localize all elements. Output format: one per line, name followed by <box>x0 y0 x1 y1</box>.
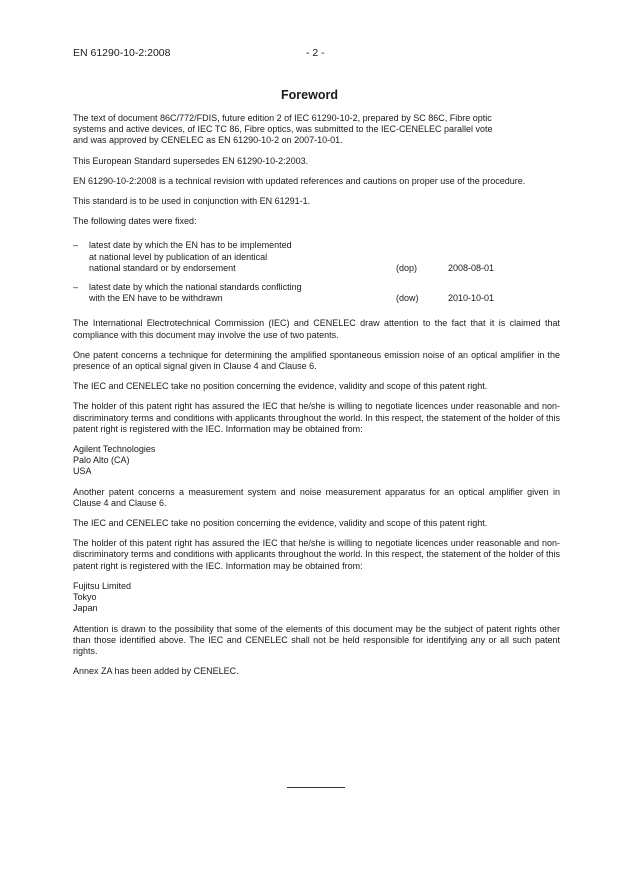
patent1-description: One patent concerns a technique for determining the amplified spontaneous emission noise of an optical amplifier in the presence of an optical signal given in Clause 4 and Clause 6. <box>73 349 560 372</box>
address-line: USA <box>73 466 92 477</box>
date-value: 2008-08-01 <box>448 262 495 273</box>
attention-other-paragraph: Attention is drawn to the possibility that some of the elements of this document may be the subject of patent rights other than those identified above. The IEC and CENELEC shall not be held responsible for identifying any or all such patent rights. <box>73 623 560 656</box>
date-description-line: latest date by which the EN has to be implemented <box>89 240 292 251</box>
patent2-address <box>73 581 560 615</box>
intro-line: and was approved by CENELEC as EN 61290-10-2 on 2007-10-01. <box>73 135 343 146</box>
address-line: Fujitsu Limited <box>73 580 132 591</box>
patent2-description: Another patent concerns a measurement system and noise measurement apparatus for an optical amplifier given in Clause 4 and Clause 6. <box>73 486 560 508</box>
date-description <box>89 282 349 304</box>
date-value: 2010-10-01 <box>448 293 495 304</box>
date-abbr: (dow) <box>396 293 419 304</box>
revision-paragraph: EN 61290-10-2:2008 is a technical revision with updated references and cautions on proper use of the procedure. <box>73 175 526 186</box>
dash: – <box>73 282 79 293</box>
date-description <box>89 240 349 274</box>
intro-paragraph <box>73 113 560 147</box>
annex-paragraph: Annex ZA has been added by CENELEC. <box>73 666 239 677</box>
date-description-line: latest date by which the national standards conflicting <box>89 282 302 293</box>
patent1-holder: The holder of this patent right has assured the IEC that he/she is willing to negotiate licences under reasonable and non-discriminatory terms and conditions with applicants throughout the world. In this respect, the statement of the holder of this patent right is registered with the IEC. Information may be obtained from: <box>73 401 560 434</box>
supersedes-paragraph: This European Standard supersedes EN 61290-10-2:2003. <box>73 155 309 166</box>
page-title: Foreword <box>281 88 338 102</box>
address-line: Japan <box>73 603 98 614</box>
date-row-dow <box>73 282 560 304</box>
patent2-no-position: The IEC and CENELEC take no position concerning the evidence, validity and scope of this patent right. <box>73 518 488 529</box>
address-line: Palo Alto (CA) <box>73 455 130 466</box>
dates-intro: The following dates were fixed: <box>73 216 197 227</box>
page-number: - 2 - <box>306 47 325 59</box>
address-line: Tokyo <box>73 592 97 603</box>
foreword-body <box>73 113 560 686</box>
attention-patents-paragraph: The International Electrotechnical Commission (IEC) and CENELEC draw attention to the fact that it is claimed that compliance with this document may involve the use of two patents. <box>73 318 560 340</box>
address-line: Agilent Technologies <box>73 444 156 455</box>
patent1-address <box>73 444 560 478</box>
dash: – <box>73 240 79 251</box>
patent2-holder: The holder of this patent right has assured the IEC that he/she is willing to negotiate licences under reasonable and non-discriminatory terms and conditions with applicants throughout the world. In this respect, the statement of the holder of this patent right is registered with the IEC. Information may be obtained from: <box>73 538 560 571</box>
date-description-line: at national level by publication of an identical <box>89 251 268 262</box>
date-row-dop <box>73 240 560 274</box>
intro-line: The text of document 86C/772/FDIS, future edition 2 of IEC 61290-10-2, prepared by SC 86C, Fibre optic <box>73 113 492 123</box>
intro-line: systems and active devices, of IEC TC 86, Fibre optics, was submitted to the IEC-CENELEC parallel vote <box>73 124 493 135</box>
date-description-line: with the EN have to be withdrawn <box>89 293 223 304</box>
date-abbr: (dop) <box>396 262 418 273</box>
patent1-no-position: The IEC and CENELEC take no position concerning the evidence, validity and scope of this patent right. <box>73 381 488 392</box>
dates-list <box>73 240 560 304</box>
end-rule <box>287 787 345 788</box>
conjunction-paragraph: This standard is to be used in conjunction with EN 61291-1. <box>73 196 311 207</box>
date-description-line: national standard or by endorsement <box>89 262 236 273</box>
document-id: EN 61290-10-2:2008 <box>73 47 171 59</box>
